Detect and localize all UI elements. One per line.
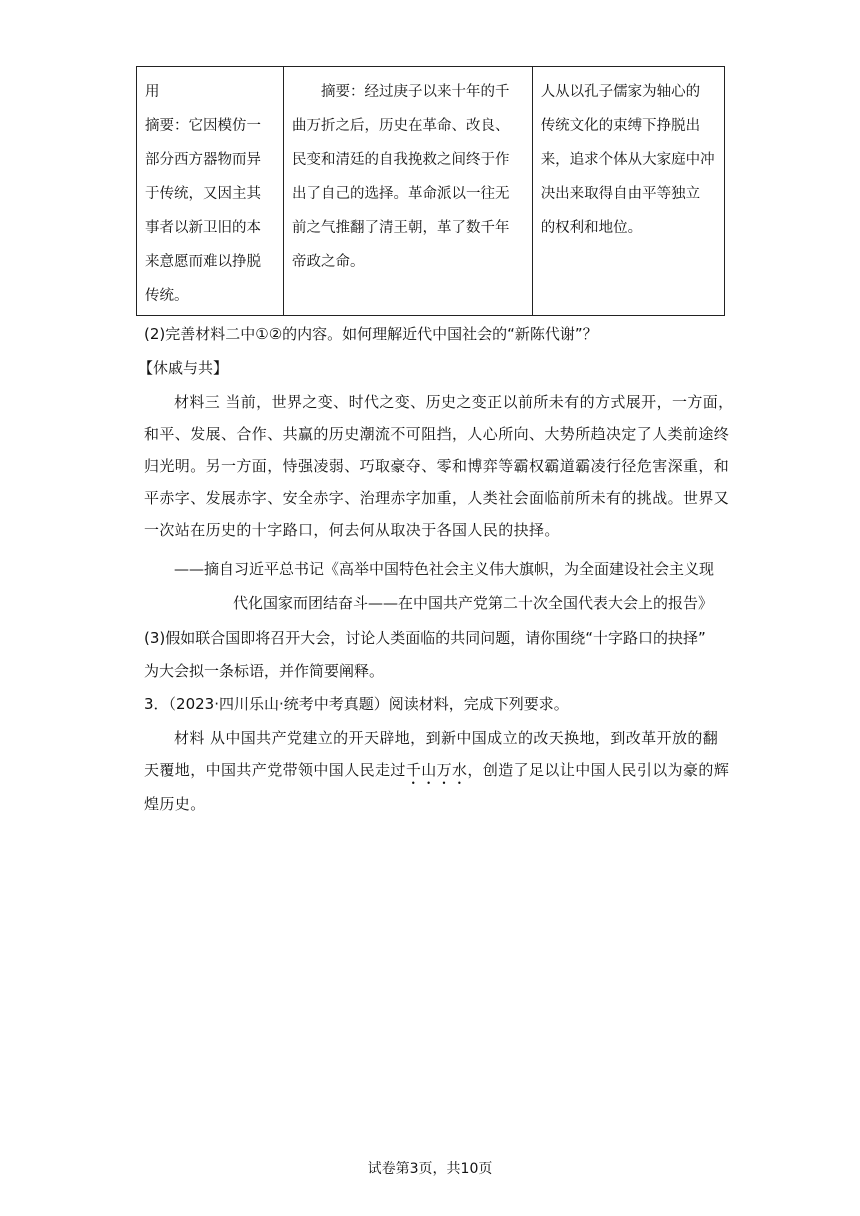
table-cell-line: 部分西方器物而异 (145, 152, 261, 168)
page-footer: 试卷第3页，共10页 (367, 1161, 493, 1177)
material-three (144, 386, 734, 546)
emphasized-phrase: 千山万水 (405, 761, 468, 779)
table-cell-line: 曲万折之后，历史在革命、改良、 (292, 118, 510, 134)
material-line: 煌历史。 (144, 795, 206, 813)
table-cell-line: 帝政之命。 (292, 254, 365, 270)
material-line-text: ，创造了足以让中国人民引以为豪的辉 (467, 761, 730, 779)
table-cell-line: 传统文化的束缚下挣脱出 (540, 118, 701, 134)
table-cell-line: 前之气推翻了清王朝，革了数千年 (292, 220, 510, 236)
table-cell-line: 用 (145, 84, 160, 100)
table-cell-col3 (532, 67, 724, 316)
question-2-3-line2: 为大会拟一条标语，并作简要阐释。 (144, 662, 385, 680)
table-cell-line: 于传统，又因主其 (145, 186, 261, 202)
excerpt-table (136, 66, 725, 316)
question-2-3-line1: (3)假如联合国即将召开大会，讨论人类面临的共同问题，请你围绕“十字路口的抉择” (144, 629, 706, 647)
material-line: 一次站在历史的十字路口，何去何从取决于各国人民的抉择。 (144, 521, 560, 539)
table-cell-line: 摘要：它因模仿一 (145, 118, 261, 134)
question-2-2: (2)完善材料二中①②的内容。如何理解近代中国社会的“新陈代谢”？ (144, 325, 598, 343)
material-line (144, 754, 730, 788)
material-line: 材料 从中国共产党建立的开天辟地，到新中国成立的改天换地，到改革开放的翻 (174, 729, 719, 747)
section-heading: 【休戚与共】 (138, 359, 229, 377)
table-cell-line: 人从以孔子儒家为轴心的 (540, 84, 701, 100)
material-line: 和平、发展、合作、共赢的历史潮流不可阻挡，人心所向、大势所趋决定了人类前途终 (144, 425, 730, 443)
table-cell-line: 来，追求个体从大家庭中冲 (540, 152, 715, 168)
table-cell-line: 出了自己的选择。革命派以一往无 (292, 186, 510, 202)
table-cell-line: 的权利和地位。 (540, 220, 643, 236)
table-cell-line: 传统。 (145, 288, 189, 304)
material-source-line2: 代化国家而团结奋斗——在中国共产党第二十次全国代表大会上的报告》 (233, 594, 714, 612)
table-cell-line: 摘要：经过庚子以来十年的千 (321, 84, 510, 100)
table-cell-line: 民变和清廷的自我挽救之间终于作 (292, 152, 510, 168)
material-line: 平赤字、发展赤字、安全赤字、治理赤字加重，人类社会面临前所未有的挑战。世界又 (144, 489, 730, 507)
table-cell-line: 来意愿而难以挣脱 (145, 254, 261, 270)
table-cell-line: 决出来取得自由平等独立 (540, 186, 701, 202)
table-cell-line: 事者以新卫旧的本 (145, 220, 261, 236)
material-line: 归光明。另一方面，恃强凌弱、巧取豪夺、零和博弈等霸权霸道霸凌行径危害深重，和 (144, 457, 730, 475)
question-3-heading: 3．（2023·四川乐山·统考中考真题）阅读材料，完成下列要求。 (144, 695, 569, 713)
table-cell-col1 (137, 67, 284, 316)
material-source-line1: ——摘自习近平总书记《高举中国特色社会主义伟大旗帜，为全面建设社会主义现 (174, 560, 715, 578)
material-line: 材料三 当前，世界之变、时代之变、历史之变正以前所未有的方式展开，一方面， (174, 393, 734, 411)
material-q3 (144, 722, 730, 820)
material-line-text: 天覆地，中国共产党带领中国人民走过 (144, 761, 406, 779)
table-cell-col2 (284, 67, 533, 316)
